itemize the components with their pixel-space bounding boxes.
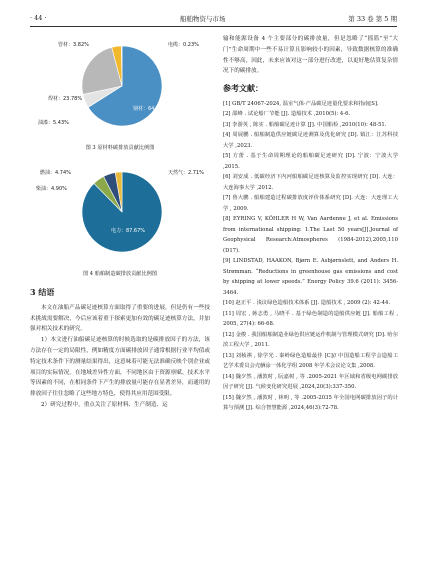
reference-item: [8] EYRING V, KÖHLER H W, Van Aardenne J, et al. Emissions from international shipping: 1.The Last 50 years[J].Journal of Geophysical Research:Atmospheres (1984-2012),2005,110 (D17).: [223, 216, 398, 254]
reference-item: [6] 刘安成 . 低碳经济下内河船舶碳足迹核算及监控实现研究 [D]. 大连：大连海事大学 ,2012.: [223, 174, 398, 191]
pie-data-label: 油漆：5.43%: [38, 120, 69, 126]
pie-data-label: 焊材：23.78%: [48, 96, 83, 102]
paragraph: 1）本文进行油船碳足迹核算的时候选取的是碳排放因子的方法，该方法存在一定的局限性，例如精度方面碳排放因子通常根据行业平均值或特定技术条件下的测量结果得出，这意味着可能无法准确反映个别企业或项目的实际情况。在地域差异性方面，不同地区由于资源禀赋、技术水平等因素的不同，在相同条件下产生的排放量可能存在显著差异，而通用的排放因子往往忽略了这些地方特色，使得其应用范围受限。: [30, 337, 210, 398]
reference-item: [10] 赵正平 . 浅议绿色造船技术体系 [J]. 造船技术 , 2009 (2): 42-44.: [223, 300, 391, 307]
reference-item: [15] 魏夕然 , 潘敦时 , 林明 , 等 .2005-2035 年全国电网碳排放因子的计算与预测 [J]. 综合智慧能源 ,2024,46(3):72-78.: [223, 394, 398, 412]
paragraph: 2）研究过程中，重点关注了原材料、生产制造、运: [41, 401, 168, 408]
pie-data-label: 钢材：64.73%: [132, 106, 168, 112]
reference-item: [9] LINDSTAD, HAAKON, Bjørn E. Asbjørnslett, and Anders H. Strømman. “Reductions in greenhouse gas emissions and cost by shipping at lower speeds.” Energy Policy 39.6 (2011): 3456-3464.: [223, 258, 398, 296]
reference-item: [5] 方蕾 . 基于生命周期理论的船舶碳足迹研究 [D]. 宁波：宁波大学 ,2015.: [223, 153, 398, 170]
references-list: [223, 99, 398, 414]
figure-4-pie-chart: [30, 158, 210, 266]
reference-item: [3] 李游英 , 陈实 . 船舶碳足迹计算 [J]. 中国船检 ,2010(10): 48-51.: [223, 121, 387, 128]
section-heading: 3 结语: [30, 287, 55, 297]
left-column: [30, 284, 210, 411]
reference-item: [4] 周展鹏 . 船舶制造供应链碳足迹测算及优化研究 [D]. 镇江：江苏科技大学 ,2023.: [223, 132, 398, 149]
pie-data-label: 天然气：2.71%: [168, 170, 204, 176]
paragraph: 输和能源设备 4 个主要部分的碳排放量，但是忽略了“摇篮”至“大门”生命周期中一些不易计算且影响较小的因素，导致数据核算的准确性不够高，因此，未来应该对这一部分进行改进，以更好地估算复杂情况下的碳排放。: [223, 36, 398, 75]
figure-4-caption: 图 4 船舶制造碳排放贡献比例图: [82, 271, 158, 277]
header-rule: [30, 26, 397, 27]
issue-info: 第 33 卷 第 5 期: [348, 15, 397, 23]
reference-item: [11] 周宏 , 蒋志勇 , 马晓平 . 基于绿色制造的造船供应链 [J]. 船舶工程 , 2005, 27(4): 66-68.: [223, 310, 398, 328]
figure-3-caption: 图 3 原材料碳排放贡献比例图: [85, 145, 155, 151]
pie-data-label: 管材：3.82%: [58, 42, 89, 48]
right-column: [223, 34, 398, 414]
figure-4: [30, 158, 210, 278]
page-number: · 44 ·: [30, 14, 47, 22]
references-heading: 参考文献：: [223, 83, 263, 94]
pie-data-label: 柴油：4.90%: [36, 186, 67, 192]
pie-data-label: 电缆：0.23%: [168, 42, 199, 48]
reference-item: [2] 邵峰 . 试论船厂节能 [J]. 造船技术 ,2010(5): 4-6.: [223, 111, 351, 118]
reference-item: [14] 魏夕然 , 潘敦时 , 阮嘉树 , 等 .2005-2021 年区域和省级电网碳排放因子研究 [J]. 气候变化研究进展 ,2024,20(3):337-350.: [223, 373, 398, 391]
journal-name: 船舶物资与市场: [180, 15, 226, 23]
reference-item: [1] GB/T 24067-2024, 温室气体·产品碳足迹量化要求和指南[S].: [223, 100, 379, 107]
paragraph: 本文在油船产品碳足迹核算方面取得了重要的进展，但是仍有一些技术挑战需要解决，今后应该着重于探索更加有效的碳足迹核算方法，并加强对相关技术的研究。: [30, 304, 210, 333]
figure-3-pie-chart: [30, 32, 210, 140]
pie-data-label: 电力：87.67%: [110, 228, 146, 234]
page-header: [0, 14, 427, 26]
reference-item: [13] 刘桢祺 , 徐学光 . 秦岭绿色造船最佳 [C]// 中国造船工程学会造船工艺学术委员会壳舾涂一体化学组 2008 年学术会议论文集 ,2008.: [223, 352, 398, 370]
figure-3: [30, 32, 210, 152]
pie-data-label: 燃油：4.74%: [40, 170, 71, 176]
reference-item: [7] 鲁大鹏 . 船舶建造过程碳排放度评价体系研究 [D]. 大连：大连理工大学 , 2009.: [223, 195, 398, 212]
reference-item: [12] 金梭 . 我国船舶制造业绿色供应链运作机制与管理模式研究 [D]. 哈尔滨工程大学 , 2011.: [223, 331, 398, 349]
